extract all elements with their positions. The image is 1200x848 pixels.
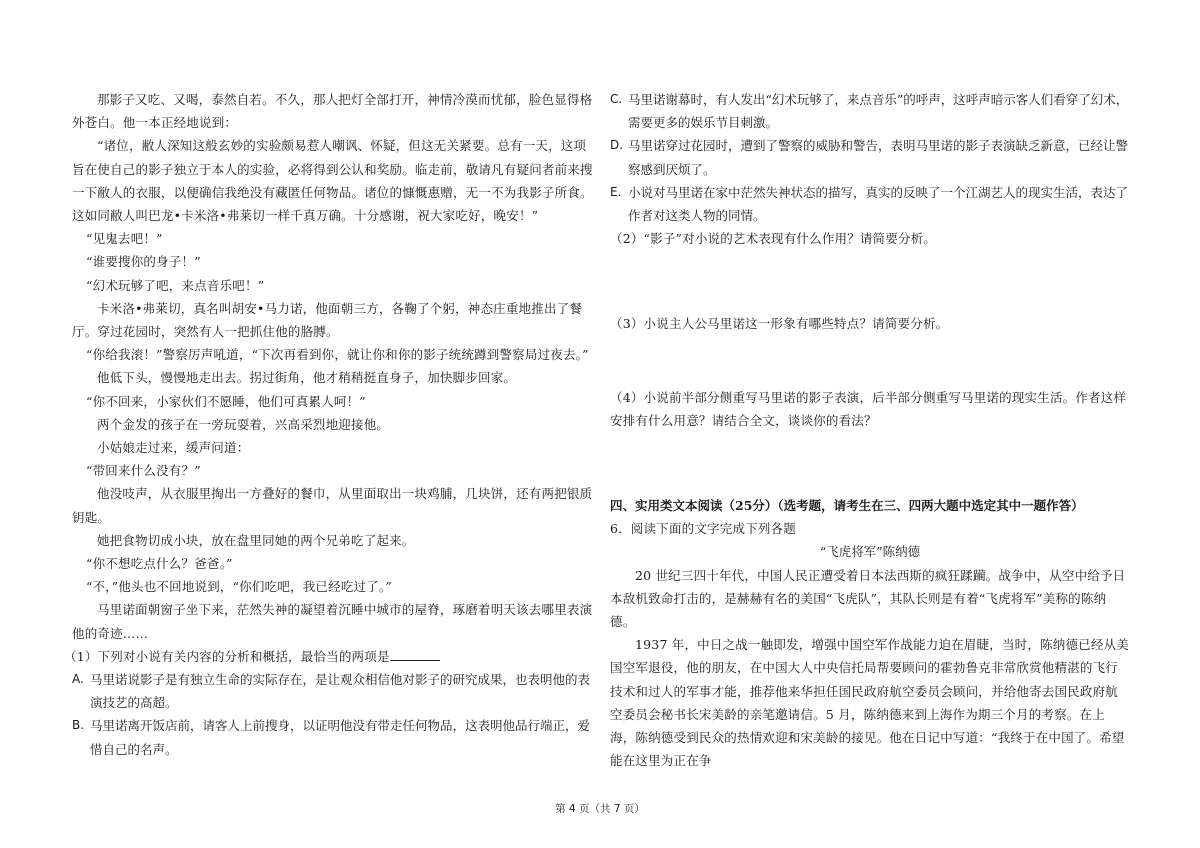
option-text: 马里诺离开饭店前，请客人上前搜身，以证明他没有带走任何物品，这表明他品行端正，爱惜自己的名声。 — [90, 718, 591, 757]
option-d — [610, 134, 1130, 180]
option-text: 马里诺穿过花园时，遭到了警察的威胁和警告，表明马里诺的影子表演缺乏新意，已经让警察感到厌烦了。 — [628, 138, 1129, 177]
story-paragraph: “不，”他头也不回地说到，“你们吃吧，我已经吃过了。” — [86, 579, 392, 595]
story-paragraph: 她把食物切成小块，放在盘里同她的两个兄弟吃了起来。 — [97, 532, 415, 548]
option-text: 马里诺谢幕时，有人发出“幻术玩够了，来点音乐”的呼声，这呼声暗示客人们看穿了幻术，需要更多的娱乐节目刺激。 — [628, 92, 1129, 131]
story-paragraph: “带回来什么没有？” — [86, 463, 201, 479]
article-paragraph: 20 世纪三四十年代，中国人民正遭受着日本法西斯的疯狂蹂躏。战争中，从空中给予日本敌机致命打击的，是赫赫有名的美国“飞虎队”，其队长则是有着“飞虎将军”美称的陈纳德。 — [610, 567, 1126, 630]
left-column — [64, 88, 594, 761]
answer-space — [610, 336, 1130, 386]
question-6: 6．阅读下面的文字完成下列各题 — [610, 521, 796, 537]
option-key: C. — [610, 92, 623, 106]
right-column — [610, 88, 1130, 772]
story-paragraph: “你不想吃点什么？爸爸。” — [86, 556, 233, 572]
option-a — [72, 668, 594, 714]
section-title: 四、实用类文本阅读（25分）（选考题，请考生在三、四两大题中选定其中一题作答） — [610, 498, 1084, 514]
story-paragraph: “谁要搜你的身子！” — [86, 254, 201, 270]
story-paragraph: 卡米洛•弗莱切，真名叫胡安•马力诺，他面朝三方，各鞠了个躬，神态庄重地推出了餐厅。穿过花园时，突然有人一把抓住他的胳膊。 — [72, 300, 583, 340]
article-paragraph: 1937 年，中日之战一触即发，增强中国空军作战能力迫在眉睫，当时，陈纳德已经从美国空军退役，他的朋友，在中国大人中央信托局帮要顾问的霍勃鲁克非常欣赏他精湛的飞行技术和过人的军事才能，推荐他来华担任国民政府航空委员会顾问，并给他寄去国民政府航空委员会秘书长宋美龄的亲笔邀请信。5 月，陈纳德来到上海作为期三个月的考察。在上海，陈纳德受到民众的热情欢迎和宋美龄的接见。他在日记中写道：“我终于在中国了。希望能在这里为正在争 — [610, 637, 1129, 769]
story-paragraph: 他没吱声，从衣服里掏出一方叠好的餐巾，从里面取出一块鸡脯，几块饼，还有两把银质钥匙。 — [72, 486, 593, 525]
option-key: D. — [610, 138, 624, 153]
question-3: （3）小说主人公马里诺这一形象有哪些特点？请简要分析。 — [610, 316, 949, 332]
option-key: E. — [610, 184, 622, 199]
answer-space — [610, 250, 1130, 312]
story-paragraph: “见鬼去吧！” — [86, 231, 163, 247]
page-footer: 第 4 页（共 7 页） — [555, 803, 645, 815]
story-paragraph: 他低下头，慢慢地走出去。拐过街角，他才稍稍挺直身子，加快脚步回家。 — [97, 370, 517, 386]
story-paragraph: 两个金发的孩子在一旁玩耍着，兴高采烈地迎接他。 — [97, 416, 390, 432]
answer-space — [610, 432, 1130, 494]
question-1 — [64, 645, 594, 668]
story-paragraph: “你给我滚！”警察厉声吼道，“下次再看到你，就让你和你的影子统统蹲到警察局过夜去。” — [86, 347, 589, 363]
story-paragraph: “你不回来，小家伙们不愿睡，他们可真累人呵！” — [86, 393, 366, 409]
option-text: 小说对马里诺在家中茫然失神状态的描写，真实的反映了一个江湖艺人的现实生活，表达了作者对这类人物的同情。 — [628, 184, 1129, 224]
question-2: （2）“影子”对小说的艺术表现有什么作用？请简要分析。 — [610, 231, 937, 247]
story-paragraph: 那影子又吃、又喝，泰然自若。不久，那人把灯全部打开，神情冷漠而忧郁，脸色显得格外苍白。他一本正经地说到： — [72, 92, 593, 131]
story-paragraph: “诸位，敝人深知这般玄妙的实验颇易惹人嘲讽、怀疑，但这无关紧要。总有一天，这项旨在使自己的影子独立于本人的实验，必将得到公认和奖励。临走前，敬请凡有疑问者前来搜一下敝人的衣服，以便确信我绝没有藏匿任何物品。诸位的慷慨惠赠，无一不为我影子所食。这如同敝人叫巴龙•卡米洛•弗莱切一样千真万确。十分感谢，祝大家吃好，晚安！” — [72, 138, 593, 224]
story-paragraph: 马里诺面朝窗子坐下来，茫然失神的凝望着沉睡中城市的屋脊，琢磨着明天该去哪里表演他的奇迹…… — [72, 602, 593, 641]
option-b — [72, 714, 594, 760]
option-key: B. — [72, 718, 85, 733]
option-e — [610, 181, 1130, 227]
option-c — [610, 88, 1130, 134]
option-key: A. — [72, 672, 84, 687]
answer-blank — [390, 648, 440, 661]
option-text: 马里诺说影子是有独立生命的实际存在，是让观众相信他对影子的研究成果，也表明他的表演技艺的高超。 — [90, 672, 591, 711]
article-title: “飞虎将军”陈纳德 — [819, 544, 921, 560]
story-paragraph: 小姑娘走过来，缓声问道： — [97, 440, 250, 456]
question-1-text: （1）下列对小说有关内容的分析和概括，最恰当的两项是 — [64, 648, 390, 664]
story-paragraph: “幻术玩够了吧，来点音乐吧！” — [86, 277, 265, 293]
question-4: （4）小说前半部分侧重写马里诺的影子表演，后半部分侧重写马里诺的现实生活。作者这样安排有什么用意？请结合全文，谈谈你的看法？ — [610, 389, 1127, 428]
